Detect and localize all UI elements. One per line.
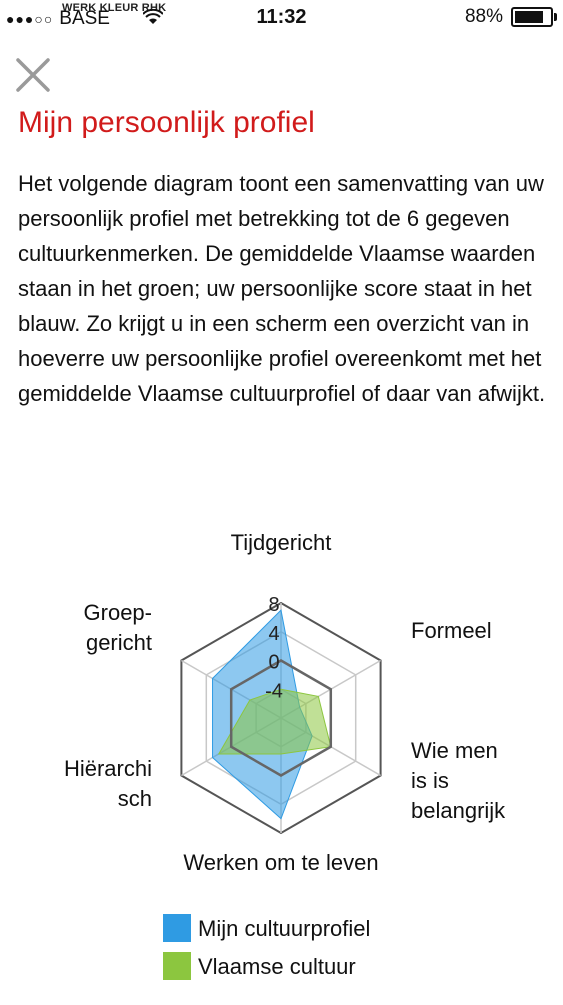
radar-chart <box>0 520 563 1000</box>
intro-paragraph: Het volgende diagram toont een samenvatting van uw persoonlijk profiel met betrekking tot de 6 gegeven cultuurkenmerken. De gemiddelde Vlaamse waarden staan in het groen; uw persoonlijke score staat in het blauw. Zo krijgt u in een scherm een overzicht van in hoeverre uw persoonlijke profiel overeenkomt met het gemiddelde Vlaamse cultuurprofiel of daar van afwijkt. <box>18 171 546 406</box>
legend-swatch <box>163 914 191 942</box>
battery-fill <box>515 11 543 23</box>
tick-label: 4 <box>268 622 280 645</box>
radar-chart-svg <box>0 520 563 1000</box>
close-button[interactable] <box>14 56 52 94</box>
axis-label: Groep-gericht <box>83 600 152 655</box>
carrier-name: BASE <box>59 8 110 29</box>
tick-label: -4 <box>265 680 283 703</box>
battery-tip <box>554 13 557 21</box>
axis-label: Tijdgericht <box>230 530 332 555</box>
status-bar <box>0 0 563 36</box>
tick-label: 8 <box>268 594 280 616</box>
battery-percent: 88% <box>464 6 503 27</box>
battery-icon <box>511 7 553 27</box>
signal-strength: ●●●○○ <box>6 11 54 27</box>
axis-label: Wie men is is belangrijk <box>411 738 506 823</box>
close-icon <box>14 56 52 94</box>
axis-label: Formeel <box>411 618 492 643</box>
clock: 11:32 <box>256 6 307 28</box>
legend-label: Vlaamse cultuur <box>198 954 356 979</box>
tick-label: 0 <box>268 651 280 674</box>
legend-swatch <box>163 952 191 980</box>
legend-label: Mijn cultuurprofiel <box>198 916 371 941</box>
overlay-label: WERK KLEUR RHK <box>62 2 167 14</box>
axis-label: Hiërarchi sch <box>63 756 152 811</box>
battery-group <box>465 6 553 28</box>
page-title: Mijn persoonlijk profiel <box>18 106 315 139</box>
axis-label: Werken om te leven <box>183 850 379 875</box>
